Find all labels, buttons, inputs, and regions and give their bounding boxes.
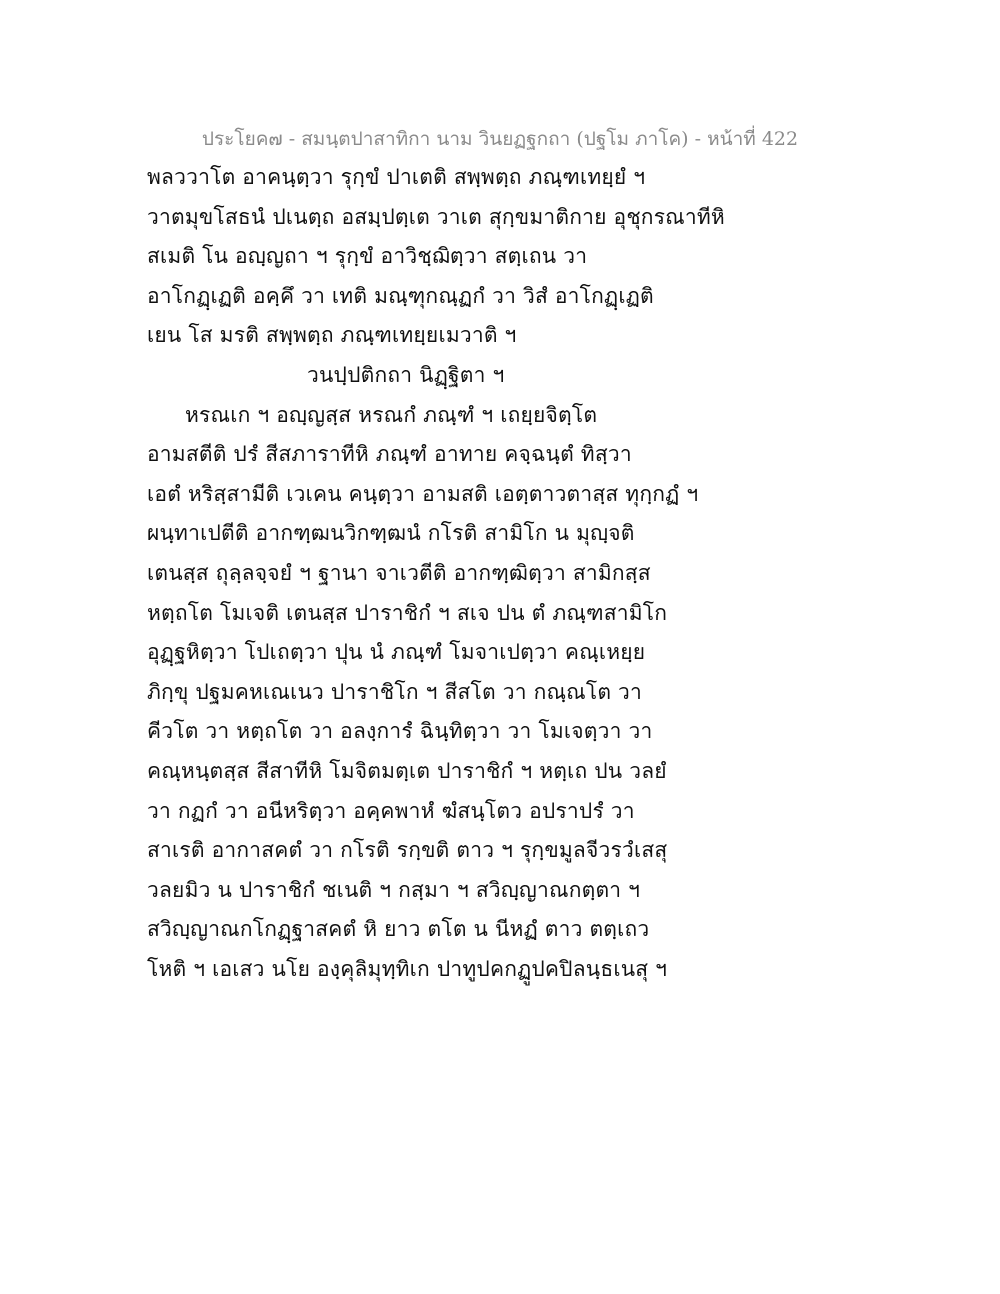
paragraph-line: อุฏฺฐหิตฺวา โปเถตฺวา ปุน นํ ภณฺฑํ โมจาเปตฺวา คณฺเหยฺย xyxy=(147,640,646,665)
paragraph-line: คณฺหนฺตสฺส สีสาทีหิ โมจิตมตฺเต ปาราชิกํ ฯ หตฺเถ ปน วลยํ xyxy=(147,758,667,783)
paragraph-line: สาเรติ อากาสคตํ วา กโรติ รกฺขติ ตาว ฯ รุกฺขมูลจีวรวํเสสุ xyxy=(147,838,668,863)
paragraph-line: หตฺถโต โมเจติ เตนสฺส ปาราชิกํ ฯ สเจ ปน ตํ ภณฺฑสามิโก xyxy=(147,600,668,625)
paragraph-line: อามสตีติ ปรํ สีสภาราทีหิ ภณฺฑํ อาทาย คจฺฉนฺตํ ทิสฺวา xyxy=(147,442,632,467)
paragraph-line: วา กฏกํ วา อนีหริตฺวา อคฺคพาหํ ฆํสนฺโตว อปราปรํ วา xyxy=(147,798,635,823)
paragraph-line: หรณเก ฯ อญฺญสฺส หรณกํ ภณฺฑํ ฯ เถยฺยจิตฺโต xyxy=(185,402,598,427)
text-line: วาตมุขโสธนํ ปเนตฺถ อสมฺปตฺเต วาเต สุกฺขมาติกาย อุชุกรณาทีหิ xyxy=(147,204,725,229)
text-line: พลววาโต อาคนฺตฺวา รุกฺขํ ปาเตติ สพฺพตฺถ ภณฺฑเทยฺยํ ฯ xyxy=(147,165,646,189)
paragraph-line: เอตํ หริสฺสามีติ เวเคน คนฺตฺวา อามสติ เอตฺตาวตาสฺส ทุกฺกฏํ ฯ xyxy=(147,481,699,506)
body-text xyxy=(147,158,867,989)
paragraph-line: ภิกฺขุ ปฐมคหเณเนว ปาราชิโก ฯ สีสโต วา กณฺณโต วา xyxy=(147,679,643,704)
section-title: วนปฺปติกถา นิฏฺฐิตา ฯ xyxy=(307,362,505,387)
paragraph-line: โหติ ฯ เอเสว นโย องฺคุลิมุทฺทิเก ปาทูปคกฏูปคปิลนฺธเนสุ ฯ xyxy=(147,956,668,981)
paragraph-line: เตนสฺส ถุลฺลจฺจยํ ฯ ฐานา จาเวตีติ อากฑฺฒิตฺวา สามิกสฺส xyxy=(147,560,651,585)
text-line: อาโกฏฺเฏติ อคฺคึ วา เทติ มณฺฑุกณฺฏกํ วา วิสํ อาโกฏฺเฏติ xyxy=(147,283,654,308)
text-line: สเมติ โน อญฺญถา ฯ รุกฺขํ อาวิชฺฌิตฺวา สตฺเถน วา xyxy=(147,244,588,269)
paragraph-line: คีวโต วา หตฺถโต วา อลงฺการํ ฉินฺทิตฺวา วา โมเจตฺวา วา xyxy=(147,719,653,744)
paragraph-line: ผนฺทาเปตีติ อากฑฺฒนวิกฑฺฒนํ กโรติ สามิโก น มุญฺจติ xyxy=(147,521,635,546)
paragraph-line: สวิญฺญาณกโกฏฺฐาสคตํ หิ ยาว ตโต น นีหฏํ ตาว ตตฺเถว xyxy=(147,917,650,942)
text-line: เยน โส มรติ สพฺพตฺถ ภณฺฑเทยฺยเมวาติ ฯ xyxy=(147,323,517,348)
paragraph-line: วลยมิว น ปาราชิกํ ชเนติ ฯ กสฺมา ฯ สวิญฺญาณกตฺตา ฯ xyxy=(147,877,641,902)
running-header: ประโยค๗ - สมนฺตปาสาทิกา นาม วินยฏฐกถา (ปฐโม ภาโค) - หน้าที่ 422 xyxy=(201,128,799,150)
